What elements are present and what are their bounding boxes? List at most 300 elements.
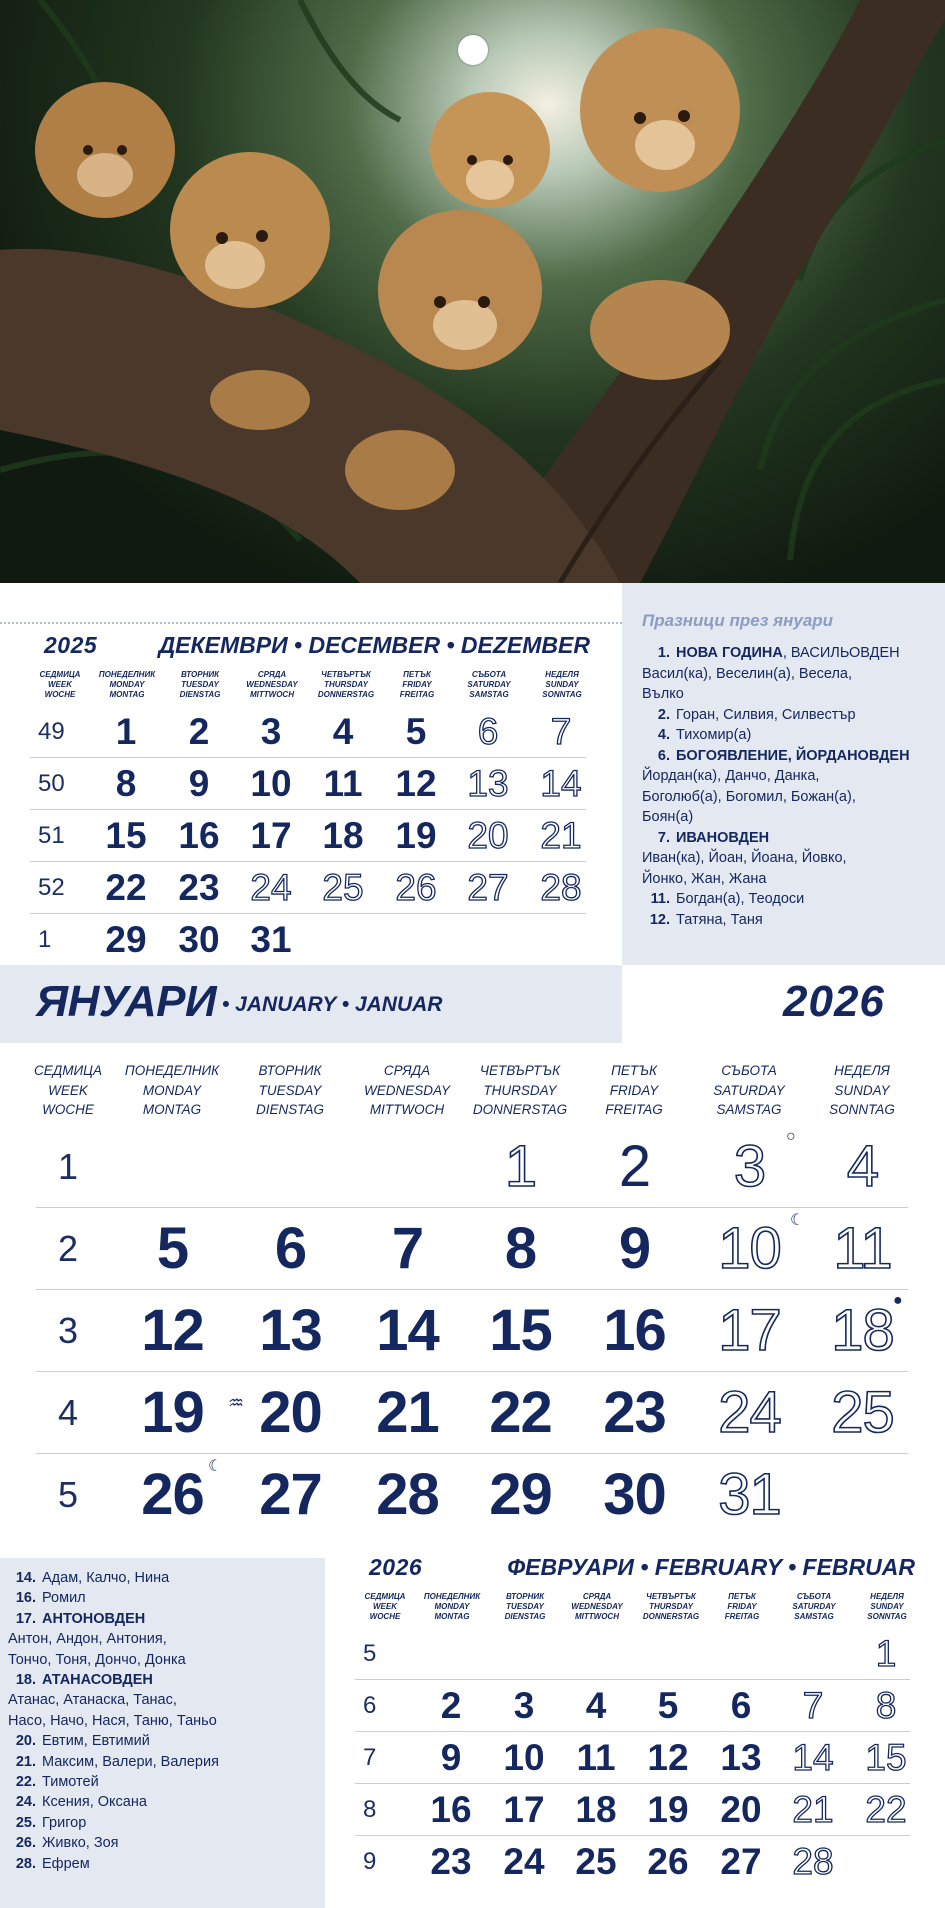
holiday-day: 26. <box>15 1835 36 1852</box>
weekday-header-line: ЧЕТВЪРТЪК <box>646 1592 696 1601</box>
weekday-header-line: СЪБОТА <box>471 670 507 679</box>
calendar-month-title: ДЕКЕМВРИ • DECEMBER • DEZEMBER <box>158 632 590 658</box>
day-number: 25 <box>322 867 364 908</box>
holiday-day: 1. <box>657 645 670 661</box>
holiday-item <box>8 1772 325 1792</box>
holidays-list-bottom <box>8 1568 325 1874</box>
weekday-header-line: FRIDAY <box>727 1602 757 1611</box>
weekday-header-line: ВТОРНИК <box>505 1592 545 1601</box>
weekday-header-line: FRIDAY <box>402 680 432 689</box>
week-row <box>36 1454 908 1536</box>
weekday-header-line: SATURDAY <box>467 680 511 689</box>
day-number: 16 <box>603 1298 666 1363</box>
holiday-names-line: Тончо, Тоня, Дончо, Донка <box>8 1651 186 1668</box>
lion-cubs-photo <box>0 0 945 583</box>
holidays-list-top <box>642 643 945 930</box>
day-number: 29 <box>489 1462 552 1527</box>
weekday-header-line: СЕДМИЦА <box>39 670 81 679</box>
day-number: 20 <box>467 815 509 856</box>
weekday-header-line: FREITAG <box>399 690 435 699</box>
holiday-item <box>642 910 945 931</box>
weekday-header-line: SAMSTAG <box>716 1102 782 1117</box>
weekday-header-line: ПЕТЪК <box>728 1592 756 1601</box>
weekday-header-line: WOCHE <box>369 1612 401 1621</box>
weekday-header-line: DIENSTAG <box>504 1612 546 1621</box>
holiday-day: 28. <box>15 1855 36 1872</box>
holidays-panel-top <box>622 583 945 965</box>
day-number: 2 <box>188 711 210 752</box>
day-number: 4 <box>585 1685 607 1726</box>
weekday-header <box>634 1592 708 1622</box>
day-number: 18 <box>322 815 364 856</box>
week-number: 1 <box>58 1146 79 1187</box>
day-number: 7 <box>391 1216 424 1281</box>
day-number: 27 <box>467 867 509 908</box>
january-subtitle: • JANUARY • JANUAR <box>222 993 443 1016</box>
day-number: 9 <box>618 1216 651 1281</box>
day-number: 30 <box>178 919 220 960</box>
day-number: 14 <box>540 763 582 804</box>
photo-illustration <box>0 0 945 583</box>
holiday-name: АТАНАСОВДЕН <box>42 1672 153 1689</box>
day-number: 18 <box>831 1298 894 1363</box>
day-number: 19 <box>647 1789 689 1830</box>
holiday-item <box>8 1792 325 1812</box>
weekday-header-line: СЪБОТА <box>796 1592 832 1601</box>
weekday-header-line: ЧЕТВЪРТЪК <box>321 670 371 679</box>
weekday-header <box>461 1061 579 1120</box>
week-row <box>30 810 586 862</box>
holiday-item <box>642 828 945 890</box>
week-row <box>36 1126 908 1208</box>
weekday-header-line: ПЕТЪК <box>611 1063 657 1078</box>
holiday-item <box>8 1609 325 1670</box>
weekday-header <box>779 1592 849 1622</box>
day-number: 1 <box>504 1134 537 1199</box>
weekday-header-line: DONNERSTAG <box>642 1612 700 1621</box>
day-number: 25 <box>831 1380 894 1445</box>
calendar-month-title: ФЕВРУАРИ • FEBRUARY • FEBRUAR <box>507 1554 915 1580</box>
day-number: 20 <box>259 1380 322 1445</box>
day-number: 28 <box>792 1841 834 1882</box>
last-quarter-moon-icon: ☾ <box>208 1458 223 1475</box>
day-number: 27 <box>720 1841 762 1882</box>
holiday-day: 16. <box>15 1590 36 1607</box>
weekday-header <box>231 1061 349 1120</box>
holiday-day: 21. <box>15 1753 36 1770</box>
holiday-item <box>8 1731 325 1751</box>
holiday-names-line: Васил(ка), Веселин(а), Весела, <box>642 665 853 682</box>
day-number: 11 <box>576 1737 616 1778</box>
week-row <box>30 706 586 758</box>
day-number: 12 <box>395 763 437 804</box>
day-number: 4 <box>846 1134 879 1199</box>
weekday-header-line: SAMSTAG <box>794 1612 834 1621</box>
holiday-item <box>642 705 945 726</box>
week-number: 2 <box>58 1228 79 1269</box>
weekday-header-line: СЕДМИЦА <box>34 1063 102 1078</box>
holiday-names: Адам, Калчо, Нина <box>42 1570 170 1586</box>
week-number: 9 <box>363 1848 377 1875</box>
holiday-day: 20. <box>15 1733 36 1750</box>
day-number: 7 <box>550 711 572 752</box>
holiday-names-line: Антон, Андон, Антония, <box>8 1631 167 1648</box>
weekday-header <box>165 670 235 700</box>
day-number: 16 <box>430 1789 472 1830</box>
weekday-header <box>852 1592 922 1622</box>
week-row <box>355 1836 910 1888</box>
weekday-header-line: НЕДЕЛЯ <box>545 670 579 679</box>
weekday-header <box>28 1061 108 1120</box>
weekday-header <box>355 1592 415 1622</box>
holiday-names-line: Боян(а) <box>642 809 694 825</box>
weekday-header-line: MONDAY <box>109 680 145 689</box>
holiday-item <box>8 1588 325 1608</box>
weekday-header-line: ПЕТЪК <box>403 670 431 679</box>
weekday-header-line: СРЯДА <box>582 1592 612 1601</box>
holiday-item <box>8 1670 325 1731</box>
day-number: 2 <box>618 1134 651 1199</box>
day-number: 3 <box>513 1685 535 1726</box>
day-number: 26 <box>395 867 437 908</box>
holiday-names-line: Боголюб(а), Богомил, Божан(а), <box>642 788 856 805</box>
weekday-header <box>92 670 162 700</box>
holiday-names: Максим, Валери, Валерия <box>42 1753 219 1770</box>
day-number: 11 <box>833 1216 892 1281</box>
weekday-header-line: СЪБОТА <box>721 1063 777 1078</box>
day-number: 23 <box>430 1841 472 1882</box>
day-number: 13 <box>720 1737 762 1778</box>
day-number: 21 <box>792 1789 834 1830</box>
holiday-name: ИВАНОВДЕН <box>676 829 770 846</box>
weekday-header-line: DONNERSTAG <box>317 690 375 699</box>
weekday-header-line: ВТОРНИК <box>258 1063 322 1078</box>
weekday-header-line: MITTWOCH <box>250 690 294 699</box>
day-number: 6 <box>477 711 499 752</box>
weekday-header-line: НЕДЕЛЯ <box>870 1592 904 1601</box>
week-row <box>355 1680 910 1732</box>
weekday-header <box>417 1592 487 1622</box>
weekday-header-line: SATURDAY <box>713 1082 785 1098</box>
weekday-header-line: SUNDAY <box>870 1602 904 1611</box>
weekday-header-line: ЧЕТВЪРТЪК <box>479 1063 561 1078</box>
holidays-panel-bottom <box>0 1558 325 1908</box>
day-number: 10 <box>503 1737 545 1778</box>
holiday-item <box>8 1833 325 1853</box>
holiday-day: 22. <box>15 1774 36 1791</box>
day-number: 13 <box>467 763 509 804</box>
weekday-header-line: WEEK <box>48 680 72 689</box>
weekday-header-line: WEEK <box>373 1602 397 1611</box>
week-row <box>30 758 586 810</box>
weekday-header-line: TUESDAY <box>181 680 219 689</box>
holiday-names-line: Йонко, Жан, Жана <box>642 870 767 887</box>
weekday-header-line: SONNTAG <box>829 1102 895 1117</box>
weekday-header-line: TUESDAY <box>258 1082 322 1098</box>
holidays-title: Празници през януари <box>642 611 834 630</box>
holiday-day: 18. <box>15 1672 36 1689</box>
weekday-header <box>382 670 452 700</box>
weekday-header-line: WEEK <box>48 1082 88 1098</box>
holiday-names: , ВАСИЛЬОВДЕН <box>782 645 900 661</box>
day-number: 23 <box>178 867 220 908</box>
weekday-header <box>562 1592 632 1622</box>
hanging-hole <box>458 35 488 65</box>
weekday-header-line: FREITAG <box>724 1612 760 1621</box>
weekday-header-line: WOCHE <box>44 690 76 699</box>
weekday-header-line: SUNDAY <box>545 680 579 689</box>
weekday-header-line: SATURDAY <box>792 1602 836 1611</box>
holiday-names: Татяна, Таня <box>676 911 763 928</box>
week-row <box>36 1208 908 1290</box>
weekday-header-line: ПОНЕДЕЛНИК <box>98 670 156 679</box>
holiday-day: 24. <box>15 1794 36 1811</box>
day-number: 12 <box>647 1737 689 1778</box>
week-number: 3 <box>58 1310 79 1351</box>
weekday-header-line: SUNDAY <box>834 1082 890 1098</box>
holiday-names: Живко, Зоя <box>42 1835 119 1852</box>
weekday-header-line: WOCHE <box>42 1102 94 1117</box>
weekday-header-line: ВТОРНИК <box>180 670 220 679</box>
day-number: 8 <box>115 763 137 804</box>
day-number: 1 <box>875 1633 897 1674</box>
week-row <box>355 1732 910 1784</box>
weekday-header-line: TUESDAY <box>506 1602 544 1611</box>
day-number: 8 <box>504 1216 537 1281</box>
day-number: 29 <box>105 919 147 960</box>
weekday-header-line: ПОНЕДЕЛНИК <box>423 1592 481 1601</box>
holiday-item <box>8 1752 325 1772</box>
weekday-header-line: ПОНЕДЕЛНИК <box>124 1063 220 1078</box>
day-number: 4 <box>332 711 354 752</box>
weekday-header-line: MONDAY <box>142 1082 202 1098</box>
holiday-names: Григор <box>42 1814 87 1831</box>
february-calendar <box>355 1554 915 1894</box>
weekday-header-line: THURSDAY <box>649 1602 693 1611</box>
day-number: 1 <box>115 711 137 752</box>
first-quarter-moon-icon: ☾ <box>790 1212 805 1229</box>
new-moon-icon: ● <box>893 1292 903 1309</box>
day-number: 31 <box>718 1462 781 1527</box>
day-number: 25 <box>575 1841 617 1882</box>
weekday-header-line: СРЯДА <box>383 1063 431 1078</box>
week-number: 51 <box>38 822 65 849</box>
weekday-header-line: DIENSTAG <box>179 690 221 699</box>
weekday-header <box>690 1061 808 1120</box>
day-number: 22 <box>489 1380 552 1445</box>
holiday-day: 25. <box>15 1814 36 1831</box>
weekday-header-line: СРЯДА <box>257 670 287 679</box>
weekday-header <box>527 670 597 700</box>
day-number: 15 <box>105 815 147 856</box>
weekday-header <box>237 670 307 700</box>
week-row <box>36 1372 908 1454</box>
week-row <box>355 1784 910 1836</box>
holiday-day: 12. <box>649 911 670 928</box>
january-year: 2026 <box>783 977 885 1026</box>
holiday-item <box>642 889 945 910</box>
day-number: 8 <box>875 1685 897 1726</box>
holiday-names: Тимотей <box>42 1774 99 1791</box>
holiday-day: 2. <box>657 706 670 723</box>
week-row <box>36 1290 908 1372</box>
holiday-day: 4. <box>657 727 670 743</box>
weekday-header-line: WEDNESDAY <box>363 1082 450 1098</box>
day-number: 14 <box>376 1298 439 1363</box>
week-number: 1 <box>38 926 52 953</box>
week-number: 5 <box>58 1474 79 1515</box>
day-number: 6 <box>730 1685 752 1726</box>
holiday-item <box>8 1854 325 1874</box>
week-number: 6 <box>363 1692 377 1719</box>
day-number: 17 <box>250 815 292 856</box>
holiday-item <box>642 746 945 828</box>
holiday-name: НОВА ГОДИНА <box>676 645 783 661</box>
full-moon-icon: ○ <box>786 1128 796 1145</box>
week-row <box>30 914 586 966</box>
holiday-day: 7. <box>657 829 670 846</box>
weekday-header-line: MONTAG <box>142 1102 202 1117</box>
weekday-header <box>113 1061 231 1120</box>
day-number: 9 <box>188 763 210 804</box>
holiday-name: АНТОНОВДЕН <box>42 1610 146 1627</box>
weekday-header-line: WEDNESDAY <box>571 1602 623 1611</box>
weekday-header-line: MONTAG <box>109 690 145 699</box>
weekday-header <box>454 670 524 700</box>
holiday-names: Ромил <box>42 1590 86 1607</box>
day-number: 27 <box>259 1462 322 1527</box>
holiday-day: 17. <box>15 1610 36 1627</box>
weekday-header-line: СЕДМИЦА <box>364 1592 406 1601</box>
week-number: 49 <box>38 718 65 745</box>
week-number: 4 <box>58 1392 79 1433</box>
holiday-day: 11. <box>650 891 670 907</box>
weekday-header-line: DIENSTAG <box>255 1102 324 1117</box>
weekday-header <box>30 670 90 700</box>
day-number: 19 <box>141 1380 204 1445</box>
day-number: 13 <box>259 1298 322 1363</box>
week-number: 5 <box>363 1640 377 1667</box>
week-number: 52 <box>38 874 65 901</box>
holiday-item <box>642 725 945 746</box>
weekday-header-line: MONDAY <box>434 1602 470 1611</box>
holiday-names: Евтим, Евтимий <box>42 1733 150 1750</box>
day-number: 5 <box>657 1685 679 1726</box>
day-number: 22 <box>865 1789 907 1830</box>
weekday-header-line: THURSDAY <box>483 1082 557 1098</box>
holiday-names-line: Иван(ка), Йоан, Йоана, Йовко, <box>642 850 847 866</box>
holiday-day: 6. <box>657 747 670 764</box>
weekday-header <box>309 670 383 700</box>
holiday-names: Ксения, Оксана <box>42 1794 147 1811</box>
day-number: 19 <box>395 815 437 856</box>
holiday-names: Горан, Силвия, Силвестър <box>676 706 856 723</box>
day-number: 6 <box>274 1216 307 1281</box>
weekday-header <box>575 1061 693 1120</box>
day-number: 5 <box>405 711 427 752</box>
day-number: 9 <box>440 1737 462 1778</box>
day-number: 26 <box>141 1462 204 1527</box>
holiday-day: 14. <box>15 1570 36 1586</box>
holiday-item <box>8 1568 325 1588</box>
day-number: 21 <box>376 1380 439 1445</box>
weekday-header-line: SONNTAG <box>867 1612 907 1621</box>
day-number: 3 <box>733 1134 766 1199</box>
holiday-names: Ефрем <box>42 1855 90 1872</box>
holiday-names-line: Йордан(ка), Данчо, Данка, <box>642 768 820 784</box>
weekday-header-line: WEDNESDAY <box>246 680 298 689</box>
day-number: 24 <box>718 1380 781 1445</box>
day-number: 24 <box>503 1841 545 1882</box>
day-number: 15 <box>489 1298 552 1363</box>
day-number: 10 <box>718 1216 781 1281</box>
day-number: 16 <box>178 815 220 856</box>
holiday-item <box>642 643 945 705</box>
day-number: 3 <box>260 711 282 752</box>
january-title: ЯНУАРИ <box>36 977 217 1026</box>
day-number: 17 <box>503 1789 545 1830</box>
holiday-names: Тихомир(а) <box>676 727 752 743</box>
day-number: 18 <box>575 1789 617 1830</box>
day-number: 12 <box>141 1298 204 1363</box>
weekday-header-line: THURSDAY <box>324 680 368 689</box>
day-number: 17 <box>718 1298 781 1363</box>
weekday-header-line: MONTAG <box>434 1612 470 1621</box>
day-number: 14 <box>792 1737 834 1778</box>
day-number: 28 <box>376 1462 439 1527</box>
day-number: 20 <box>720 1789 762 1830</box>
day-number: 24 <box>250 867 292 908</box>
day-number: 23 <box>603 1380 666 1445</box>
day-number: 11 <box>323 763 363 804</box>
weekday-header-line: FRIDAY <box>609 1082 659 1098</box>
calendar-year: 2026 <box>369 1554 423 1580</box>
holiday-names: Богдан(а), Теодоси <box>676 891 805 907</box>
day-number: 21 <box>540 815 582 856</box>
day-number: 15 <box>865 1737 907 1778</box>
weekday-header-line: DONNERSTAG <box>472 1102 568 1117</box>
holiday-names-line: Атанас, Атанаска, Танас, <box>8 1692 177 1709</box>
cut-line <box>0 622 622 624</box>
holiday-names-line: Вълко <box>642 686 684 702</box>
december-calendar <box>30 632 590 962</box>
weekday-header-line: MITTWOCH <box>575 1612 619 1621</box>
weekday-header <box>707 1592 777 1622</box>
day-number: 5 <box>156 1216 189 1281</box>
weekday-header-line: SONNTAG <box>542 690 582 699</box>
weekday-header <box>348 1061 466 1120</box>
day-number: 30 <box>603 1462 666 1527</box>
holiday-item <box>8 1813 325 1833</box>
weekday-header-line: НЕДЕЛЯ <box>834 1063 890 1078</box>
holiday-names-line: Насо, Начо, Нася, Таню, Таньо <box>8 1712 217 1729</box>
day-number: 10 <box>250 763 292 804</box>
week-number: 8 <box>363 1796 377 1823</box>
calendar-year: 2025 <box>44 632 98 658</box>
holiday-name: БОГОЯВЛЕНИЕ, ЙОРДАНОВДЕН <box>676 747 910 764</box>
day-number: 22 <box>105 867 147 908</box>
day-number: 31 <box>250 919 292 960</box>
day-number: 26 <box>647 1841 689 1882</box>
week-row <box>355 1628 910 1680</box>
weekday-header <box>490 1592 560 1622</box>
week-number: 7 <box>363 1744 377 1771</box>
week-number: 50 <box>38 770 65 797</box>
aquarius-zodiac-icon: ♒ <box>228 1393 245 1413</box>
day-number: 28 <box>540 867 582 908</box>
day-number: 2 <box>440 1685 462 1726</box>
week-row <box>30 862 586 914</box>
